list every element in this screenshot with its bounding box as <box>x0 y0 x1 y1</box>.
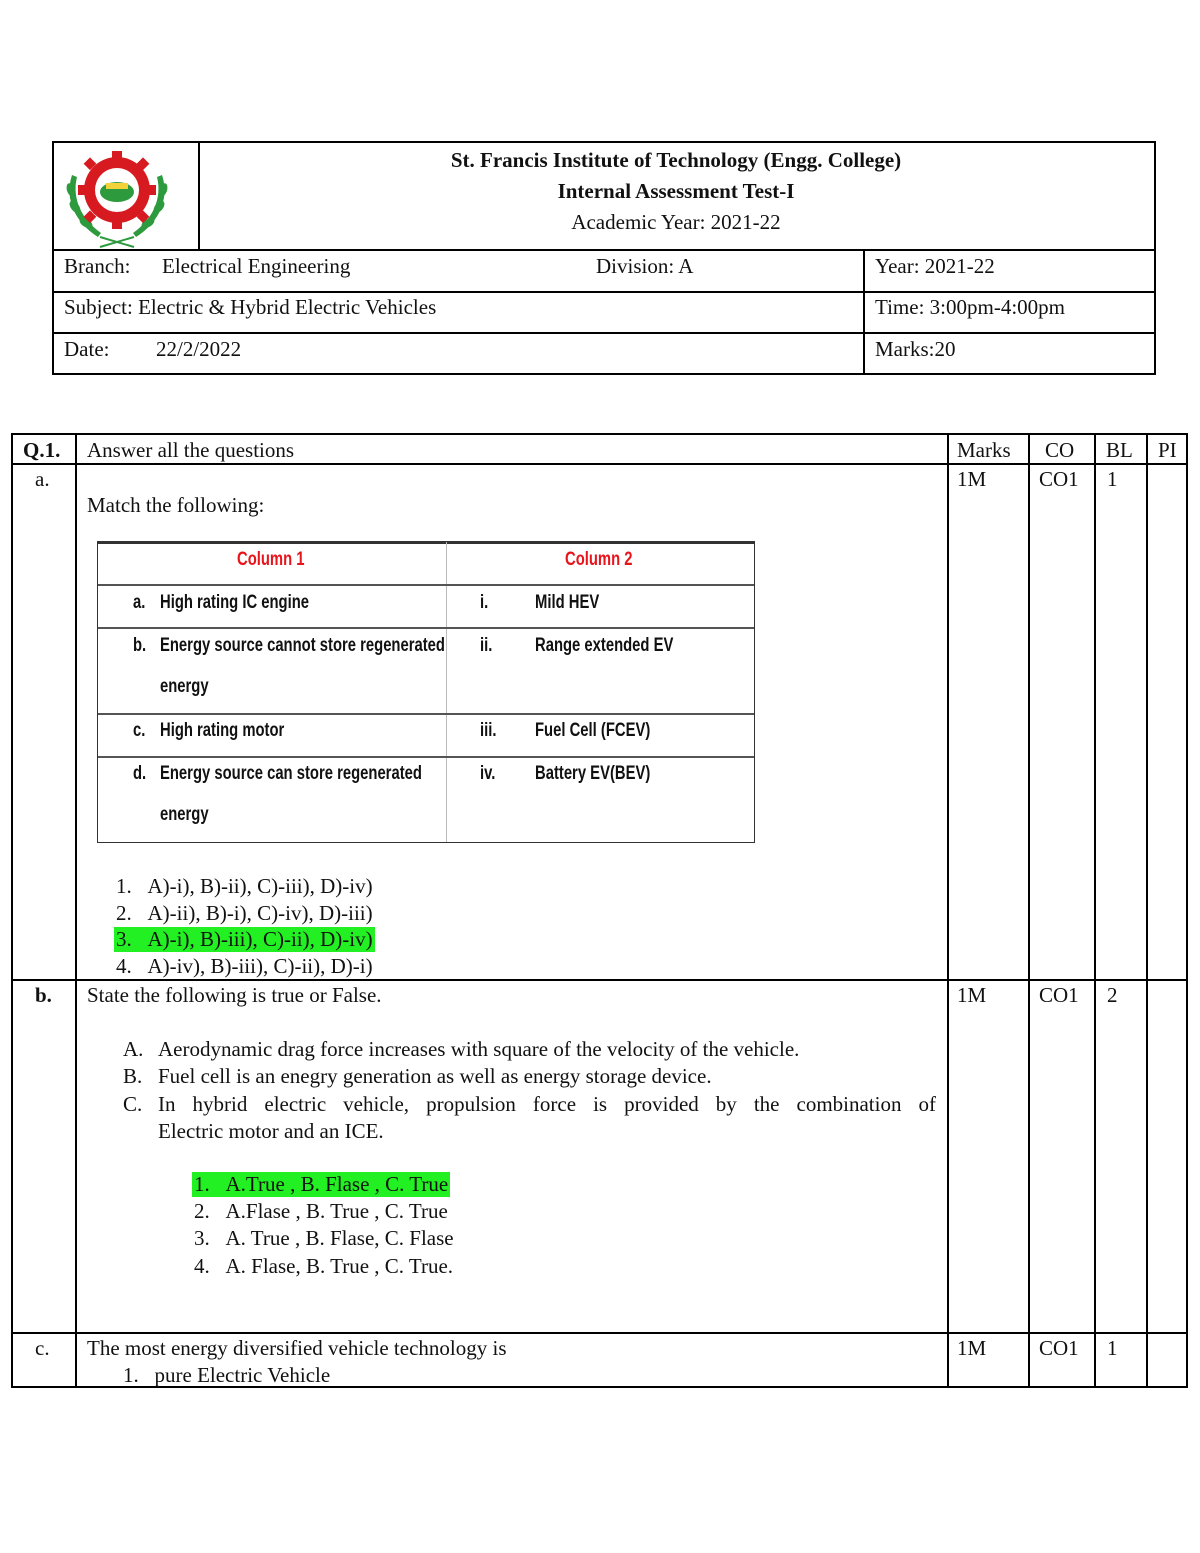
question-a-co: CO1 <box>1039 467 1079 491</box>
match-right-key: i. <box>480 592 489 613</box>
question-a-marks: 1M <box>957 467 987 491</box>
question-a-label: a. <box>35 467 50 491</box>
year: Year: 2021-22 <box>875 254 995 278</box>
match-right-text: Range extended EV <box>535 635 674 656</box>
statement-text: In hybrid electric vehicle, propulsion force is provided by the combination of <box>158 1092 936 1116</box>
option-text: A)-i), B)-ii), C)-iii), D)-iv) <box>147 874 373 898</box>
column-2-title: Column 2 <box>565 549 633 570</box>
match-left-text: High rating IC engine <box>160 592 310 613</box>
match-left-key: b. <box>133 635 147 656</box>
match-left-text-cont: energy <box>160 676 209 697</box>
option-number: 4. <box>194 1254 210 1278</box>
question-b-co: CO1 <box>1039 983 1079 1007</box>
marks-total: Marks:20 <box>875 337 956 361</box>
option-item <box>123 1363 330 1388</box>
academic-year: Academic Year: 2021-22 <box>571 210 781 234</box>
match-right-text: Fuel Cell (FCEV) <box>535 720 651 741</box>
question-c-prompt: The most energy diversified vehicle technology is <box>87 1336 507 1360</box>
question-b-marks: 1M <box>957 983 987 1007</box>
statement-text-cont: Electric motor and an ICE. <box>158 1119 384 1143</box>
option-text: A.Flase , B. True , C. True <box>225 1199 448 1223</box>
test-title: Internal Assessment Test-I <box>557 179 795 203</box>
option-number: 2. <box>194 1199 210 1223</box>
option-text: A. Flase, B. True , C. True. <box>225 1254 454 1278</box>
question-b-label: b. <box>35 983 52 1007</box>
option-number: 4. <box>116 954 132 978</box>
pi-header: PI <box>1158 438 1177 462</box>
statement-text: Aerodynamic drag force increases with square of the velocity of the vehicle. <box>158 1037 800 1061</box>
question-table <box>11 433 1188 1388</box>
option-item <box>116 954 373 979</box>
subject: Subject: Electric & Hybrid Electric Vehicles <box>64 295 437 319</box>
option-item <box>194 1226 454 1251</box>
match-left-text: High rating motor <box>160 720 285 741</box>
option-text: A)-ii), B)-i), C)-iv), D)-iii) <box>147 901 373 925</box>
option-text: pure Electric Vehicle <box>154 1363 331 1387</box>
marks-header: Marks <box>957 438 1011 462</box>
option-number: 1. <box>123 1363 139 1387</box>
question-b-prompt: State the following is true or False. <box>87 983 382 1007</box>
option-item-correct <box>192 1172 450 1197</box>
match-left-key: c. <box>133 720 146 741</box>
question-c-co: CO1 <box>1039 1336 1079 1360</box>
match-right-key: iv. <box>480 763 496 784</box>
institute-emblem-icon <box>62 145 172 249</box>
match-right-key: ii. <box>480 635 493 656</box>
option-item-correct <box>114 927 375 952</box>
option-item <box>116 901 373 926</box>
option-number: 2. <box>116 901 132 925</box>
question-number: Q.1. <box>23 438 61 462</box>
branch-label: Branch: <box>64 254 131 278</box>
match-right-key: iii. <box>480 720 497 741</box>
match-left-key: a. <box>133 592 146 613</box>
date-value: 22/2/2022 <box>156 337 242 361</box>
option-text: A.True , B. Flase , C. True <box>225 1172 449 1196</box>
question-a-prompt: Match the following: <box>87 493 265 517</box>
statement-key: A. <box>123 1037 144 1061</box>
column-1-title: Column 1 <box>237 549 305 570</box>
question-c-label: c. <box>35 1336 50 1360</box>
option-item <box>116 874 373 899</box>
match-right-text: Mild HEV <box>535 592 600 613</box>
match-table <box>97 541 755 843</box>
question-c-bl: 1 <box>1107 1336 1118 1360</box>
option-number: 1. <box>116 874 132 898</box>
match-left-text-cont: energy <box>160 804 209 825</box>
statement-key: B. <box>123 1064 143 1088</box>
option-number: 3. <box>116 927 132 951</box>
bl-header: BL <box>1106 438 1133 462</box>
option-text: A)-i), B)-iii), C)-ii), D)-iv) <box>147 927 373 951</box>
match-left-text: Energy source cannot store regenerated <box>160 635 445 656</box>
branch-value: Electrical Engineering <box>162 254 351 278</box>
option-text: A)-iv), B)-iii), C)-ii), D)-i) <box>147 954 373 978</box>
match-right-text: Battery EV(BEV) <box>535 763 651 784</box>
co-header: CO <box>1045 438 1075 462</box>
option-text: A. True , B. Flase, C. Flase <box>225 1226 454 1250</box>
option-number: 1. <box>194 1172 210 1196</box>
statement-key: C. <box>123 1092 143 1116</box>
division: Division: A <box>596 254 694 278</box>
date-label: Date: <box>64 337 110 361</box>
header-box <box>52 141 1156 375</box>
match-left-key: d. <box>133 763 147 784</box>
option-item <box>194 1254 453 1279</box>
question-c-marks: 1M <box>957 1336 987 1360</box>
statement-text: Fuel cell is an enegry generation as well as energy storage device. <box>158 1064 712 1088</box>
question-a-bl: 1 <box>1107 467 1118 491</box>
instruction: Answer all the questions <box>87 438 295 462</box>
time: Time: 3:00pm-4:00pm <box>875 295 1065 319</box>
option-number: 3. <box>194 1226 210 1250</box>
option-item <box>194 1199 448 1224</box>
institute-name: St. Francis Institute of Technology (Engg. College) <box>450 148 902 172</box>
question-b-bl: 2 <box>1107 983 1118 1007</box>
match-left-text: Energy source can store regenerated <box>160 763 422 784</box>
